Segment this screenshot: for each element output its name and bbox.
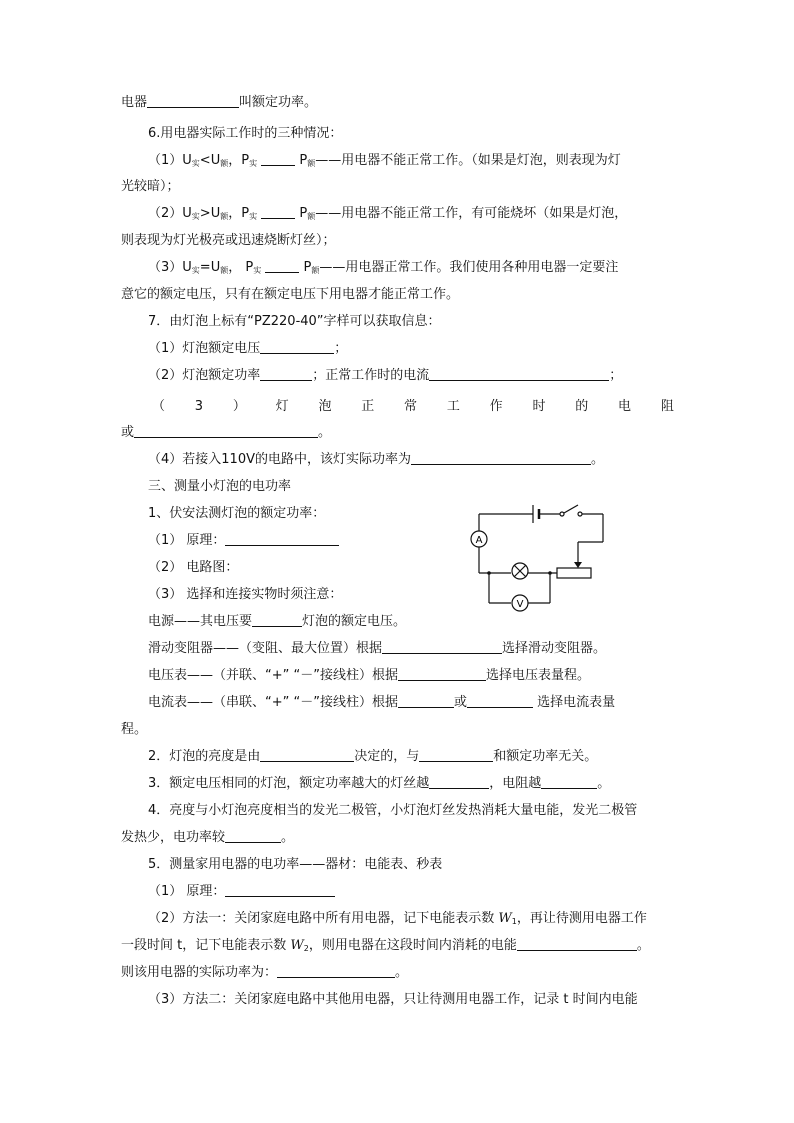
junction-dot: [548, 571, 552, 575]
text-line: （2） 电路图：: [148, 560, 239, 575]
text-line: 7．由灯泡上标有“PZ220-40”字样可以获取信息：: [148, 314, 441, 329]
text-line: 则该用电器的实际功率为： 。: [121, 965, 409, 980]
text-line: $(2)U_实>U_额$，$P_实$ $P_额——$用电器不能正常工作，有可能烧坏（如果是灯泡，: [148, 206, 628, 221]
fill-blank[interactable]: [382, 640, 502, 654]
fill-blank[interactable]: [261, 152, 295, 166]
text-line: $(3)U_实=U_额$， $P_实$ $P_额——$用电器正常工作。我们使用各种用电器一定要注: [148, 260, 619, 275]
text-line: 2．灯泡的亮度是由 决定的，与 和额定功率无关。: [148, 749, 598, 764]
fill-blank[interactable]: [419, 748, 493, 762]
fill-blank[interactable]: [134, 424, 318, 438]
text-line: 滑动变阻器——（变阻、最大位置）根据 选择滑动变阻器。: [148, 641, 607, 656]
fill-blank[interactable]: [225, 532, 339, 546]
fill-blank[interactable]: [225, 829, 281, 843]
fill-blank[interactable]: [260, 748, 354, 762]
fill-blank[interactable]: [252, 613, 302, 627]
fill-blank[interactable]: [429, 775, 489, 789]
slider-arrow: [574, 562, 582, 568]
fill-blank[interactable]: [429, 367, 609, 381]
fill-blank[interactable]: [265, 259, 299, 273]
ammeter-label: A: [475, 535, 483, 546]
fill-blank[interactable]: [277, 964, 395, 978]
fill-blank[interactable]: [411, 451, 591, 465]
fill-blank[interactable]: [260, 367, 312, 381]
fill-blank[interactable]: [261, 205, 295, 219]
voltmeter-label: V: [516, 599, 524, 610]
fill-blank[interactable]: [398, 694, 454, 708]
junction-dot: [487, 571, 491, 575]
text-line: 电压表——（并联、“+” “－”接线柱）根据 选择电压表量程。: [148, 668, 590, 683]
text-line: （3） 选择和连接实物时须注意：: [148, 587, 343, 602]
rheostat: [557, 568, 591, 578]
section-heading: 三、测量小灯泡的电功率: [148, 479, 292, 494]
switch-contact: [578, 512, 582, 516]
text-line: 或 。: [121, 425, 332, 440]
text-line: （4）若接入110V的电路中，该灯实际功率为 。: [148, 452, 604, 467]
fill-blank[interactable]: [541, 775, 597, 789]
fill-blank[interactable]: [147, 94, 239, 108]
text-line-spread: （ 3 ） 灯 泡 正 常 工 作 时 的 电 阻: [152, 399, 674, 414]
text-line: 3．额定电压相同的灯泡，额定功率越大的灯丝越 ，电阻越 。: [148, 776, 611, 791]
switch-blade: [564, 505, 578, 513]
fill-blank[interactable]: [398, 667, 486, 681]
text-line: （3）方法二：关闭家庭电路中其他用电器，只让待测用电器工作，记录 t 时间内电能: [148, 992, 638, 1007]
text-line: 电流表——（串联、“+” “－”接线柱）根据 或 选择电流表量: [148, 695, 616, 710]
text-line: （1） 原理：: [148, 532, 674, 550]
text-line: 电源——其电压要 灯泡的额定电压。: [148, 614, 407, 629]
text-line: $(1)U_实<U_额$，$P_实$ $P_额——$用电器不能正常工作。（如果是灯泡，则表现为灯: [148, 153, 621, 168]
text-line: （1）灯泡额定电压 ；: [148, 341, 348, 356]
text-line: 4．亮度与小灯泡亮度相当的发光二极管，小灯泡灯丝发热消耗大量电能，发光二极管: [148, 803, 638, 818]
text-line: 一段时间 t，记下电能表示数 $W_2$，则用电器在这段时间内消耗的电能 。: [121, 938, 650, 953]
fill-blank[interactable]: [467, 694, 533, 708]
text-line: （1） 原理：: [148, 883, 674, 901]
text-line: 电器 叫额定功率。: [121, 95, 318, 110]
text-line: 光较暗）；: [121, 179, 180, 194]
fill-blank[interactable]: [517, 937, 637, 951]
switch-contact: [560, 512, 564, 516]
text-line: 6.用电器实际工作时的三种情况：: [148, 126, 343, 141]
circuit-diagram: [466, 500, 611, 612]
text-line: 则表现为灯光极亮或迅速烧断灯丝）；: [121, 233, 336, 248]
text-line: 发热少，电功率较 。: [121, 830, 295, 845]
text-line: 意它的额定电压，只有在额定电压下用电器才能正常工作。: [121, 287, 460, 302]
text-line: 程。: [121, 722, 148, 737]
text-line: 5．测量家用电器的电功率——器材：电能表、秒表: [148, 857, 443, 872]
text-line: 1、伏安法测灯泡的额定功率：: [148, 506, 326, 521]
text-line: （2）灯泡额定功率 ；正常工作时的电流 ；: [148, 368, 623, 383]
fill-blank[interactable]: [260, 340, 334, 354]
fill-blank[interactable]: [225, 883, 335, 897]
text-line: （2）方法一：关闭家庭电路中所有用电器，记下电能表示数 $W_1$，再让待测用电器工作: [148, 911, 647, 926]
